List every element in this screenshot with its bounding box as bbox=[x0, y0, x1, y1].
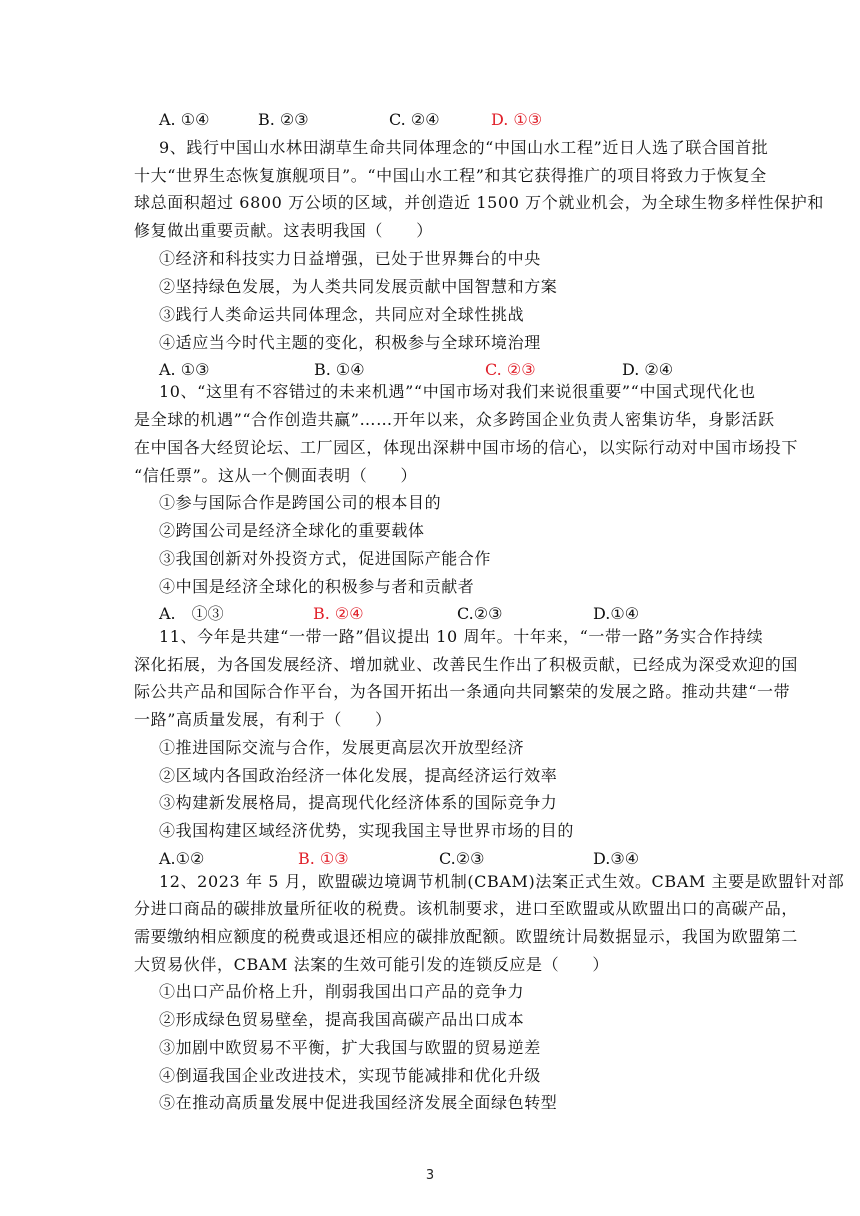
q9-item: ②坚持绿色发展，为人类共同发展贡献中国智慧和方案 bbox=[159, 277, 558, 296]
q11-item: ①推进国际交流与合作，发展更高层次开放型经济 bbox=[159, 738, 525, 757]
q10-option-d: D.①④ bbox=[593, 604, 640, 623]
q10-option-a: A. ①③ bbox=[159, 604, 224, 623]
q9-option-b: B. ①④ bbox=[314, 360, 365, 379]
q11-option-a: A.①② bbox=[159, 849, 205, 868]
q10-item: ④中国是经济全球化的积极参与者和贡献者 bbox=[159, 577, 475, 596]
q12-stem-line: 分进口商品的碳排放量所征收的税费。该机制要求，进口至欧盟或从欧盟出口的高碳产品， bbox=[134, 899, 799, 918]
q9-item: ①经济和科技实力日益增强，已处于世界舞台的中央 bbox=[159, 249, 541, 268]
q10-item: ①参与国际合作是跨国公司的根本目的 bbox=[159, 493, 442, 512]
q10-option-b-answer: B. ②④ bbox=[313, 604, 364, 623]
q11-stem-line: 11、今年是共建“一带一路”倡议提出 10 周年。十年来，“一带一路”务实合作持续 bbox=[159, 627, 764, 646]
q9-option-c-answer: C. ②③ bbox=[485, 360, 536, 379]
q10-stem-line: 在中国各大经贸论坛、工厂园区，体现出深耕中国市场的信心，以实际行动对中国市场投下 bbox=[134, 438, 799, 457]
q9-option-d: D. ②④ bbox=[622, 360, 674, 379]
q11-item: ②区域内各国政治经济一体化发展，提高经济运行效率 bbox=[159, 766, 558, 785]
q12-item: ③加剧中欧贸易不平衡，扩大我国与欧盟的贸易逆差 bbox=[159, 1038, 541, 1057]
q12-item: ⑤在推动高质量发展中促进我国经济发展全面绿色转型 bbox=[159, 1093, 558, 1112]
q8-option-a: A. ①④ bbox=[159, 110, 210, 129]
q12-item: ①出口产品价格上升，削弱我国出口产品的竞争力 bbox=[159, 982, 525, 1001]
q9-item: ③践行人类命运共同体理念，共同应对全球性挑战 bbox=[159, 305, 525, 324]
q8-option-d-answer: D. ①③ bbox=[491, 110, 543, 129]
q10-stem-line: 是全球的机遇”“合作创造共赢”……开年以来，众多跨国企业负责人密集访华，身影活跃 bbox=[134, 410, 775, 429]
q12-stem-line: 大贸易伙伴，CBAM 法案的生效可能引发的连锁反应是（ ） bbox=[134, 955, 610, 974]
q8-option-b: B. ②③ bbox=[258, 110, 309, 129]
q10-item: ②跨国公司是经济全球化的重要载体 bbox=[159, 521, 425, 540]
q11-item: ③构建新发展格局，提高现代化经济体系的国际竞争力 bbox=[159, 793, 558, 812]
q12-item: ②形成绿色贸易壁垒，提高我国高碳产品出口成本 bbox=[159, 1010, 525, 1029]
q9-stem-line: 修复做出重要贡献。这表明我国（ ） bbox=[134, 221, 433, 240]
q9-stem-line: 9、践行中国山水林田湖草生命共同体理念的“中国山水工程”近日人选了联合国首批 bbox=[159, 138, 769, 157]
q11-option-d: D.③④ bbox=[593, 849, 640, 868]
q12-item: ④倒逼我国企业改进技术，实现节能减排和优化升级 bbox=[159, 1066, 541, 1085]
q11-option-b-answer: B. ①③ bbox=[298, 849, 349, 868]
q10-stem-line: 10、“这里有不容错过的未来机遇”“中国市场对我们来说很重要”“中国式现代化也 bbox=[159, 382, 756, 401]
q11-stem-line: 一路”高质量发展，有利于（ ） bbox=[134, 710, 392, 729]
q12-stem-line: 需要缴纳相应额度的税费或退还相应的碳排放配额。欧盟统计局数据显示，我国为欧盟第二 bbox=[134, 927, 799, 946]
q10-option-c: C.②③ bbox=[457, 604, 503, 623]
q9-stem-line: 球总面积超过 6800 万公顷的区域，并创造近 1500 万个就业机会，为全球生物多样性保护和 bbox=[134, 193, 824, 212]
q8-option-c: C. ②④ bbox=[389, 110, 440, 129]
q11-item: ④我国构建区域经济优势，实现我国主导世界市场的目的 bbox=[159, 821, 575, 840]
q11-stem-line: 际公共产品和国际合作平台，为各国开拓出一条通向共同繁荣的发展之路。推动共建“一带 bbox=[134, 682, 791, 701]
q9-stem-line: 十大“世界生态恢复旗舰项目”。“中国山水工程”和其它获得推广的项目将致力于恢复全 bbox=[134, 166, 767, 185]
q11-stem-line: 深化拓展，为各国发展经济、增加就业、改善民生作出了积极贡献，已经成为深受欢迎的国 bbox=[134, 655, 799, 674]
q9-option-a: A. ①③ bbox=[159, 360, 210, 379]
q11-option-c: C.②③ bbox=[439, 849, 485, 868]
q9-item: ④适应当今时代主题的变化，积极参与全球环境治理 bbox=[159, 333, 541, 352]
page-number: 3 bbox=[425, 1168, 435, 1183]
q10-stem-line: “信任票”。这从一个侧面表明（ ） bbox=[134, 466, 418, 485]
q12-stem-line: 12、2023 年 5 月，欧盟碳边境调节机制(CBAM)法案正式生效。CBAM 主要是欧盟针对部 bbox=[159, 872, 845, 891]
q10-item: ③我国创新对外投资方式，促进国际产能合作 bbox=[159, 549, 492, 568]
